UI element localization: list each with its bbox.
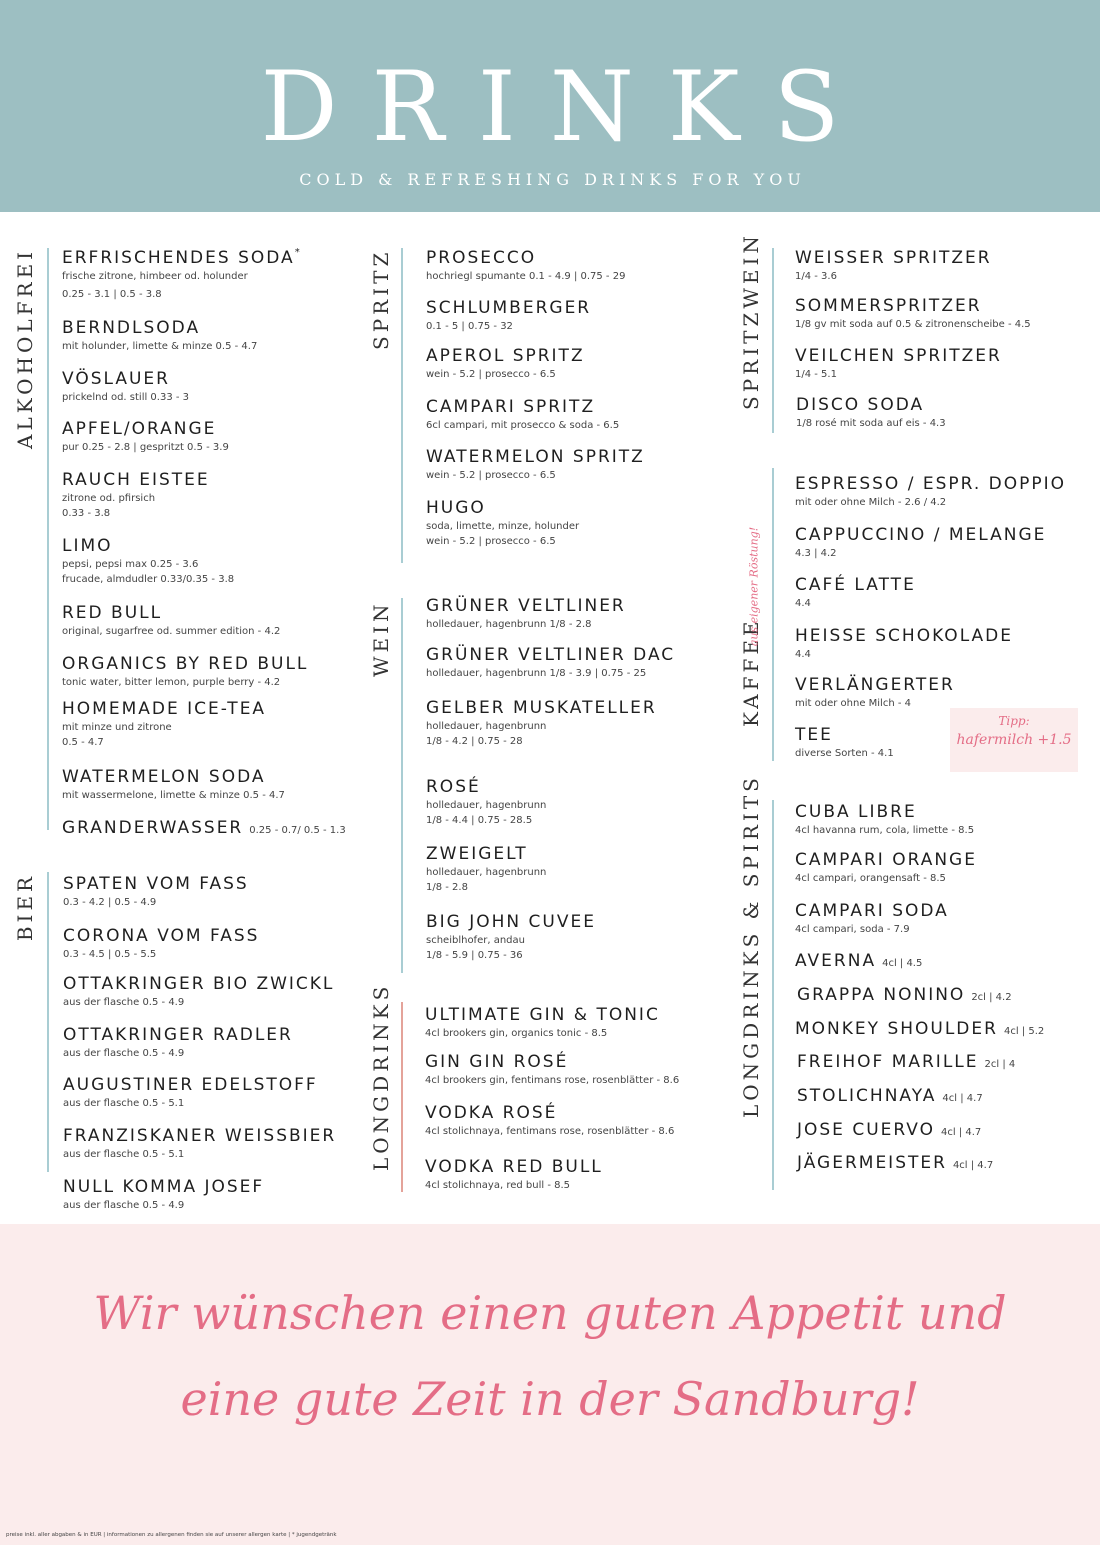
item-desc: 4cl brookers gin, fentimans rose, rosenblätter - 8.6 — [425, 1075, 680, 1086]
item-name: STOLICHNAYA — [797, 1086, 937, 1106]
menu-item — [795, 625, 1013, 662]
item-name: CAMPARI SPRITZ — [426, 397, 596, 417]
item-desc: aus der flasche 0.5 - 4.9 — [63, 997, 185, 1008]
menu-item — [426, 911, 596, 963]
item-desc: 0.25 - 3.1 | 0.5 - 3.8 — [62, 289, 162, 300]
item-desc: wein - 5.2 | prosecco - 6.5 — [426, 470, 556, 481]
item-name: CAPPUCCINO / MELANGE — [795, 525, 1047, 545]
item-desc: holledauer, hagenbrunn — [426, 721, 547, 732]
menu-item — [63, 925, 259, 962]
menu-item — [62, 418, 229, 455]
item-name: TEE — [795, 725, 833, 745]
item-desc: 4.3 | 4.2 — [795, 548, 837, 559]
item-desc: 4cl campari, soda - 7.9 — [795, 924, 910, 935]
divider-spritz — [401, 248, 403, 563]
item-desc: 1/4 - 5.1 — [795, 369, 837, 380]
menu-item — [795, 574, 916, 611]
item-name: ULTIMATE GIN & TONIC — [425, 1005, 660, 1025]
item-name: CAMPARI ORANGE — [795, 850, 977, 870]
item-name: WATERMELON SODA — [62, 767, 266, 787]
item-name: VODKA RED BULL — [425, 1157, 603, 1177]
section-label-alkoholfrei: ALKOHOLFREI — [13, 247, 37, 449]
section-label-longdrinks: LONGDRINKS — [369, 982, 393, 1171]
item-price: 4cl | 4.7 — [952, 1160, 994, 1171]
item-name: ERFRISCHENDES SODA — [62, 248, 295, 268]
kaffee-note: aus eigener Röstung! — [747, 526, 761, 647]
item-desc: aus der flasche 0.5 - 4.9 — [63, 1048, 185, 1059]
item-name: VODKA ROSÉ — [425, 1103, 558, 1123]
item-desc: 1/8 - 4.2 | 0.75 - 28 — [426, 736, 523, 747]
item-name: SOMMERSPRITZER — [795, 296, 982, 316]
menu-item — [795, 724, 894, 761]
item-desc: 4.4 — [795, 649, 811, 660]
menu-item — [425, 1051, 679, 1088]
item-desc: 0.3 - 4.2 | 0.5 - 4.9 — [63, 897, 157, 908]
item-price: 2cl | 4 — [984, 1059, 1016, 1070]
item-desc: 1/8 rosé mit soda auf eis - 4.3 — [796, 418, 946, 429]
menu-item — [796, 394, 946, 431]
item-desc: hochriegl spumante 0.1 - 4.9 | 0.75 - 29 — [426, 271, 626, 282]
menu-item — [797, 1085, 983, 1107]
menu-item — [426, 446, 645, 483]
item-name: CAFÉ LATTE — [795, 575, 916, 595]
item-name: GELBER MUSKATELLER — [426, 698, 657, 718]
menu-item — [426, 843, 546, 895]
divider-wein — [401, 598, 403, 973]
menu-item — [426, 345, 585, 382]
divider-kaffee — [772, 468, 774, 761]
item-desc: scheiblhofer, andau — [426, 935, 525, 946]
item-desc: 6cl campari, mit prosecco & soda - 6.5 — [426, 420, 620, 431]
menu-item — [795, 345, 1002, 382]
item-footnote-mark: * — [294, 247, 300, 258]
menu-item — [797, 984, 1012, 1006]
menu-item — [795, 849, 977, 886]
item-name: ZWEIGELT — [426, 844, 528, 864]
item-desc: mit minze und zitrone — [62, 722, 172, 733]
item-desc: pepsi, pepsi max 0.25 - 3.6 — [62, 559, 199, 570]
tip-label: Tipp: — [998, 714, 1030, 728]
item-name: SCHLUMBERGER — [426, 298, 592, 318]
item-desc: 1/8 - 4.4 | 0.75 - 28.5 — [426, 815, 533, 826]
item-price: 4cl | 5.2 — [1003, 1026, 1045, 1037]
divider-bier — [47, 872, 49, 1172]
menu-item — [63, 1074, 318, 1111]
menu-item — [795, 950, 922, 972]
menu-item — [426, 396, 619, 433]
divider-alkoholfrei — [47, 248, 49, 830]
item-name: RAUCH EISTEE — [62, 470, 210, 490]
item-name: OTTAKRINGER BIO ZWICKL — [63, 974, 335, 994]
item-name: OTTAKRINGER RADLER — [63, 1025, 293, 1045]
item-desc: aus der flasche 0.5 - 5.1 — [63, 1098, 185, 1109]
menu-item — [62, 817, 346, 839]
divider-spirits — [772, 800, 774, 1190]
menu-item — [62, 698, 266, 750]
section-label-kaffee: KAFFEE — [739, 617, 763, 727]
item-desc: 0.3 - 4.5 | 0.5 - 5.5 — [63, 949, 157, 960]
item-desc: 4cl havanna rum, cola, limette - 8.5 — [795, 825, 975, 836]
item-price: 4cl | 4.7 — [940, 1127, 982, 1138]
tip-box — [950, 708, 1078, 772]
menu-item — [797, 1152, 993, 1174]
page-subtitle: COLD & REFRESHING DRINKS FOR YOU — [299, 170, 806, 189]
menu-item — [795, 1018, 1044, 1040]
item-desc: aus der flasche 0.5 - 5.1 — [63, 1149, 185, 1160]
item-name: JÄGERMEISTER — [797, 1153, 947, 1173]
menu-item — [63, 1024, 293, 1061]
item-name: HEISSE SCHOKOLADE — [795, 626, 1014, 646]
item-desc: zitrone od. pfirsich — [62, 493, 156, 504]
menu-item — [795, 295, 1031, 332]
menu-item — [795, 247, 992, 284]
item-name: WEISSER SPRITZER — [795, 248, 992, 268]
item-desc: aus der flasche 0.5 - 4.9 — [63, 1200, 185, 1211]
section-label-spritzwein: SPRITZWEIN — [739, 232, 763, 410]
item-name: CUBA LIBRE — [795, 802, 917, 822]
menu-item — [426, 247, 625, 284]
item-desc: mit holunder, limette & minze 0.5 - 4.7 — [62, 341, 258, 352]
menu-item — [425, 1004, 660, 1041]
footer-legal-note: preise inkl. aller abgaben & in EUR | informationen zu allergenen finden sie auf unserer allergen karte | * jugendgetränk — [6, 1532, 337, 1538]
menu-item — [62, 653, 308, 690]
menu-item — [62, 317, 257, 354]
footer-greeting-line1: Wir wünschen einen guten Appetit und — [93, 1286, 1007, 1340]
menu-item — [426, 497, 579, 549]
item-desc: mit oder ohne Milch - 2.6 / 4.2 — [795, 497, 947, 508]
item-name: GRAPPA NONINO — [797, 985, 966, 1005]
item-desc: mit oder ohne Milch - 4 — [795, 698, 912, 709]
item-price: 2cl | 4.2 — [971, 992, 1012, 1003]
item-desc: frucade, almdudler 0.33/0.35 - 3.8 — [62, 574, 235, 585]
item-desc: soda, limette, minze, holunder — [426, 521, 580, 532]
section-label-wein: WEIN — [369, 600, 393, 677]
menu-item — [425, 1102, 674, 1139]
header-banner — [0, 0, 1100, 212]
item-desc: holledauer, hagenbrunn — [426, 800, 547, 811]
item-desc: 4cl stolichnaya, red bull - 8.5 — [425, 1180, 571, 1191]
menu-item — [795, 524, 1046, 561]
item-name: WATERMELON SPRITZ — [426, 447, 645, 467]
tip-text: hafermilch +1.5 — [956, 732, 1072, 748]
item-desc: 1/8 - 2.8 — [426, 882, 468, 893]
footer-greeting-line2: eine gute Zeit in der Sandburg! — [180, 1372, 920, 1426]
item-desc: diverse Sorten - 4.1 — [795, 748, 894, 759]
menu-item — [795, 473, 1066, 510]
item-name: PROSECCO — [426, 248, 537, 268]
item-desc: 4cl stolichnaya, fentimans rose, rosenblätter - 8.6 — [425, 1126, 675, 1137]
item-name: GRÜNER VELTLINER — [426, 596, 626, 616]
item-name: SPATEN VOM FASS — [63, 874, 249, 894]
item-name: APFEL/ORANGE — [62, 419, 217, 439]
item-desc: 4cl brookers gin, organics tonic - 8.5 — [425, 1028, 608, 1039]
item-name: LIMO — [62, 536, 113, 556]
section-label-spritz: SPRITZ — [369, 248, 393, 350]
menu-item — [63, 1176, 264, 1213]
menu-item — [63, 973, 334, 1010]
item-desc: wein - 5.2 | prosecco - 6.5 — [426, 536, 556, 547]
item-name: DISCO SODA — [796, 395, 925, 415]
item-desc: wein - 5.2 | prosecco - 6.5 — [426, 369, 556, 380]
item-desc: original, sugarfree od. summer edition - 4.2 — [62, 626, 281, 637]
item-desc: mit wassermelone, limette & minze 0.5 - 4.7 — [62, 790, 285, 801]
divider-spritzwein — [772, 248, 774, 433]
divider-longdrinks — [401, 1002, 403, 1192]
item-name: RED BULL — [62, 603, 163, 623]
menu-item — [426, 297, 591, 334]
menu-item — [62, 535, 234, 587]
menu-item — [426, 776, 546, 828]
menu-item — [426, 644, 675, 681]
item-name: GRÜNER VELTLINER DAC — [426, 645, 676, 665]
item-desc: 1/8 - 5.9 | 0.75 - 36 — [426, 950, 523, 961]
item-desc: 4.4 — [795, 598, 811, 609]
menu-item — [797, 1051, 1015, 1073]
item-desc: 4cl campari, orangensaft - 8.5 — [795, 873, 946, 884]
item-name: MONKEY SHOULDER — [795, 1019, 998, 1039]
item-name: AUGUSTINER EDELSTOFF — [63, 1075, 318, 1095]
item-name: FRANZISKANER WEISSBIER — [63, 1126, 337, 1146]
menu-item — [795, 801, 974, 838]
item-desc: holledauer, hagenbrunn — [426, 867, 547, 878]
item-name: CAMPARI SODA — [795, 901, 949, 921]
item-name: FREIHOF MARILLE — [797, 1052, 979, 1072]
item-price: 0.25 - 0.7/ 0.5 - 1.3 — [249, 825, 346, 836]
footer-banner — [0, 1224, 1100, 1545]
item-name: BERNDLSODA — [62, 318, 201, 338]
item-desc: prickelnd od. still 0.33 - 3 — [62, 392, 190, 403]
item-name: VERLÄNGERTER — [795, 675, 955, 695]
section-label-bier: BIER — [13, 872, 37, 942]
item-desc: 1/4 - 3.6 — [795, 271, 837, 282]
menu-item — [62, 368, 189, 405]
item-name: VÖSLAUER — [62, 369, 170, 389]
item-name: AVERNA — [795, 951, 877, 971]
menu-item — [63, 873, 249, 910]
item-price: 4cl | 4.7 — [942, 1093, 983, 1104]
item-name: HUGO — [426, 498, 486, 518]
item-name: ESPRESSO / ESPR. DOPPIO — [795, 474, 1067, 494]
menu-item — [795, 900, 949, 937]
item-name: GRANDERWASSER — [62, 818, 244, 838]
item-desc: frische zitrone, himbeer od. holunder — [62, 271, 248, 282]
menu-item — [63, 1125, 336, 1162]
menu-item — [426, 697, 657, 749]
menu-item — [62, 469, 210, 521]
item-desc: 1/8 gv mit soda auf 0.5 & zitronenscheibe - 4.5 — [795, 319, 1031, 330]
page-title: DRINKS — [260, 51, 874, 163]
item-desc: 0.5 - 4.7 — [62, 737, 104, 748]
item-name: HOMEMADE ICE-TEA — [62, 699, 267, 719]
item-name: NULL KOMMA JOSEF — [63, 1177, 265, 1197]
menu-item — [795, 674, 955, 711]
item-name: ROSÉ — [426, 777, 481, 797]
menu-item — [797, 1119, 981, 1141]
item-desc: tonic water, bitter lemon, purple berry - 4.2 — [62, 677, 281, 688]
item-name: CORONA VOM FASS — [63, 926, 260, 946]
item-desc: pur 0.25 - 2.8 | gespritzt 0.5 - 3.9 — [62, 442, 229, 453]
item-name: VEILCHEN SPRITZER — [795, 346, 1002, 366]
menu-item — [62, 602, 280, 639]
item-desc: holledauer, hagenbrunn 1/8 - 3.9 | 0.75 - 25 — [426, 668, 647, 679]
item-name: BIG JOHN CUVEE — [426, 912, 596, 932]
item-name: GIN GIN ROSÉ — [425, 1052, 569, 1072]
item-price: 4cl | 4.5 — [882, 958, 923, 969]
item-desc: holledauer, hagenbrunn 1/8 - 2.8 — [426, 619, 592, 630]
menu-item — [425, 1156, 603, 1193]
item-name: APEROL SPRITZ — [426, 346, 585, 366]
menu-item — [426, 595, 626, 632]
menu-item — [62, 766, 285, 803]
item-desc: 0.33 - 3.8 — [62, 508, 111, 519]
item-name: JOSE CUERVO — [797, 1120, 935, 1140]
item-name: ORGANICS BY RED BULL — [62, 654, 309, 674]
item-desc: 0.1 - 5 | 0.75 - 32 — [426, 321, 513, 332]
section-label-longdrinks-spirits: LONGDRINKS & SPIRITS — [739, 774, 763, 1118]
menu-item — [62, 247, 300, 302]
